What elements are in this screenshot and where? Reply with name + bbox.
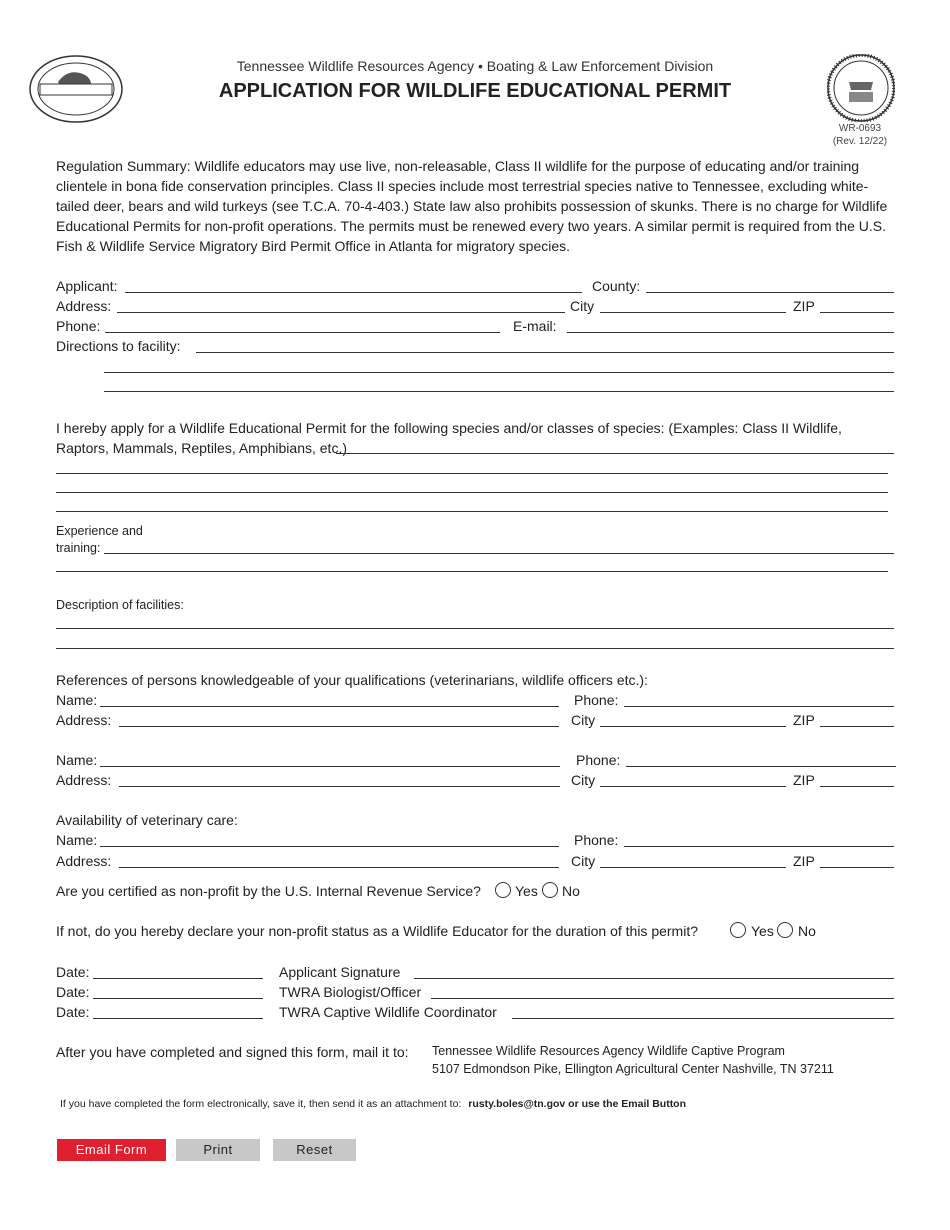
vet-care-label: Availability of veterinary care:	[56, 812, 238, 828]
phone-label: Phone:	[56, 318, 101, 334]
mail-address-line1: Tennessee Wildlife Resources Agency Wildlife Captive Program	[432, 1044, 785, 1058]
facilities-label: Description of facilities:	[56, 598, 184, 612]
ref1-name-label: Name:	[56, 692, 98, 708]
zip-label: ZIP	[793, 298, 815, 314]
electronic-note-email: rusty.boles@tn.gov or use the Email Button	[468, 1098, 687, 1110]
ref2-zip-field[interactable]	[820, 786, 894, 787]
species-request-text: I hereby apply for a Wildlife Educational Permit for the following species and/or classes of species: (Examples: Class II Wildlife, Raptors, Mammals, Reptiles, Amphibians, etc.)	[56, 420, 842, 456]
coordinator-signature-label: TWRA Captive Wildlife Coordinator	[279, 1004, 497, 1020]
ref2-city-field[interactable]	[600, 786, 786, 787]
ref2-name-label: Name:	[56, 752, 98, 768]
directions-field-line3[interactable]	[104, 391, 894, 392]
mail-intro: After you have completed and signed this form, mail it to:	[56, 1044, 409, 1060]
directions-field-line2[interactable]	[104, 372, 894, 373]
directions-label: Directions to facility:	[56, 338, 181, 354]
training-label: training:	[56, 541, 101, 555]
biologist-signature-label: TWRA Biologist/Officer	[279, 984, 422, 1000]
ref2-phone-label: Phone:	[576, 752, 621, 768]
applicant-signature-label: Applicant Signature	[279, 964, 401, 980]
vet-city-field[interactable]	[600, 867, 786, 868]
ref2-city-label: City	[571, 772, 596, 788]
electronic-note	[60, 1097, 686, 1111]
vet-city-label: City	[571, 853, 596, 869]
experience-field[interactable]	[104, 553, 894, 554]
ref1-address-label: Address:	[56, 712, 112, 728]
facilities-field-line2[interactable]	[56, 648, 894, 649]
ref1-zip-label: ZIP	[793, 712, 815, 728]
print-button[interactable]: Print	[176, 1139, 260, 1161]
species-field-line3[interactable]	[56, 492, 888, 493]
date2-field[interactable]	[93, 998, 263, 999]
phone-field[interactable]	[105, 332, 500, 333]
date3-label: Date:	[56, 1004, 90, 1020]
city-label: City	[570, 298, 595, 314]
ref1-phone-label: Phone:	[574, 692, 619, 708]
city-field[interactable]	[600, 312, 786, 313]
electronic-note-text: If you have completed the form electronically, save it, then send it as an attachment to:	[60, 1098, 462, 1110]
date1-field[interactable]	[93, 978, 263, 979]
vet-name-field[interactable]	[100, 846, 559, 847]
vet-address-label: Address:	[56, 853, 112, 869]
experience-field-line2[interactable]	[56, 571, 888, 572]
address-field[interactable]	[117, 312, 565, 313]
date3-field[interactable]	[93, 1018, 263, 1019]
vet-name-label: Name:	[56, 832, 98, 848]
agency-name: Tennessee Wildlife Resources Agency • Boating & Law Enforcement Division	[236, 58, 714, 74]
address-label: Address:	[56, 298, 112, 314]
zip-field[interactable]	[820, 312, 894, 313]
date1-label: Date:	[56, 964, 90, 980]
biologist-signature-field[interactable]	[431, 998, 894, 999]
vet-address-field[interactable]	[119, 867, 559, 868]
nonprofit-irs-question: Are you certified as non-profit by the U.S. Internal Revenue Service?	[56, 883, 481, 899]
ref1-address-field[interactable]	[119, 726, 559, 727]
irs-no-radio[interactable]	[542, 882, 558, 898]
facilities-field[interactable]	[56, 628, 894, 629]
ref1-phone-field[interactable]	[624, 706, 894, 707]
vet-zip-label: ZIP	[793, 853, 815, 869]
species-field[interactable]	[336, 453, 894, 454]
ref2-address-field[interactable]	[119, 786, 560, 787]
regulation-summary: Regulation Summary: Wildlife educators may use live, non-releasable, Class II wildlife for the purpose of educating and/or training clientele in bona fide conservation principles. Class II species include most terrestrial species native to Tennessee, excluding white-tailed deer, bears and wild turkeys (see T.C.A. 70-4-403.) State law also prohibits possession of skunks. There is no charge for Wildlife Educational Permits for non-profit operations. The permits must be renewed every two years. A similar permit is required from the U.S. Fish & Wildlife Service Migratory Bird Permit Office in Atlanta for migratory species.	[56, 158, 888, 254]
declare-no-radio[interactable]	[777, 922, 793, 938]
declare-yes-radio[interactable]	[730, 922, 746, 938]
declare-yes-label: Yes	[751, 923, 774, 939]
experience-label: Experience and	[56, 524, 143, 538]
reset-button[interactable]: Reset	[273, 1139, 356, 1161]
ref2-zip-label: ZIP	[793, 772, 815, 788]
ref1-city-field[interactable]	[600, 726, 786, 727]
applicant-field[interactable]	[125, 292, 582, 293]
coordinator-signature-field[interactable]	[512, 1018, 894, 1019]
date2-label: Date:	[56, 984, 90, 1000]
vet-phone-label: Phone:	[574, 832, 619, 848]
ref2-address-label: Address:	[56, 772, 112, 788]
form-revision: (Rev. 12/22)	[832, 136, 888, 147]
references-intro: References of persons knowledgeable of your qualifications (veterinarians, wildlife officers etc.):	[56, 672, 648, 688]
species-field-line4[interactable]	[56, 511, 888, 512]
nonprofit-declare-question: If not, do you hereby declare your non-profit status as a Wildlife Educator for the duration of this permit?	[56, 923, 699, 939]
county-label: County:	[592, 278, 641, 294]
form-number: WR-0693	[838, 123, 882, 134]
irs-yes-label: Yes	[515, 883, 538, 899]
mail-address-line2: 5107 Edmondson Pike, Ellington Agricultural Center Nashville, TN 37211	[432, 1062, 834, 1076]
email-form-button[interactable]: Email Form	[57, 1139, 166, 1161]
ref1-name-field[interactable]	[100, 706, 559, 707]
page-title: APPLICATION FOR WILDLIFE EDUCATIONAL PERMIT	[218, 80, 732, 102]
directions-field[interactable]	[196, 352, 894, 353]
irs-yes-radio[interactable]	[495, 882, 511, 898]
ref2-phone-field[interactable]	[626, 766, 896, 767]
county-field[interactable]	[646, 292, 894, 293]
email-label: E-mail:	[513, 318, 557, 334]
applicant-signature-field[interactable]	[414, 978, 894, 979]
vet-zip-field[interactable]	[820, 867, 894, 868]
email-field[interactable]	[567, 332, 894, 333]
irs-no-label: No	[562, 883, 580, 899]
ref2-name-field[interactable]	[100, 766, 560, 767]
ref1-zip-field[interactable]	[820, 726, 894, 727]
declare-no-label: No	[798, 923, 816, 939]
species-field-line2[interactable]	[56, 473, 888, 474]
applicant-label: Applicant:	[56, 278, 118, 294]
vet-phone-field[interactable]	[624, 846, 894, 847]
ref1-city-label: City	[571, 712, 596, 728]
